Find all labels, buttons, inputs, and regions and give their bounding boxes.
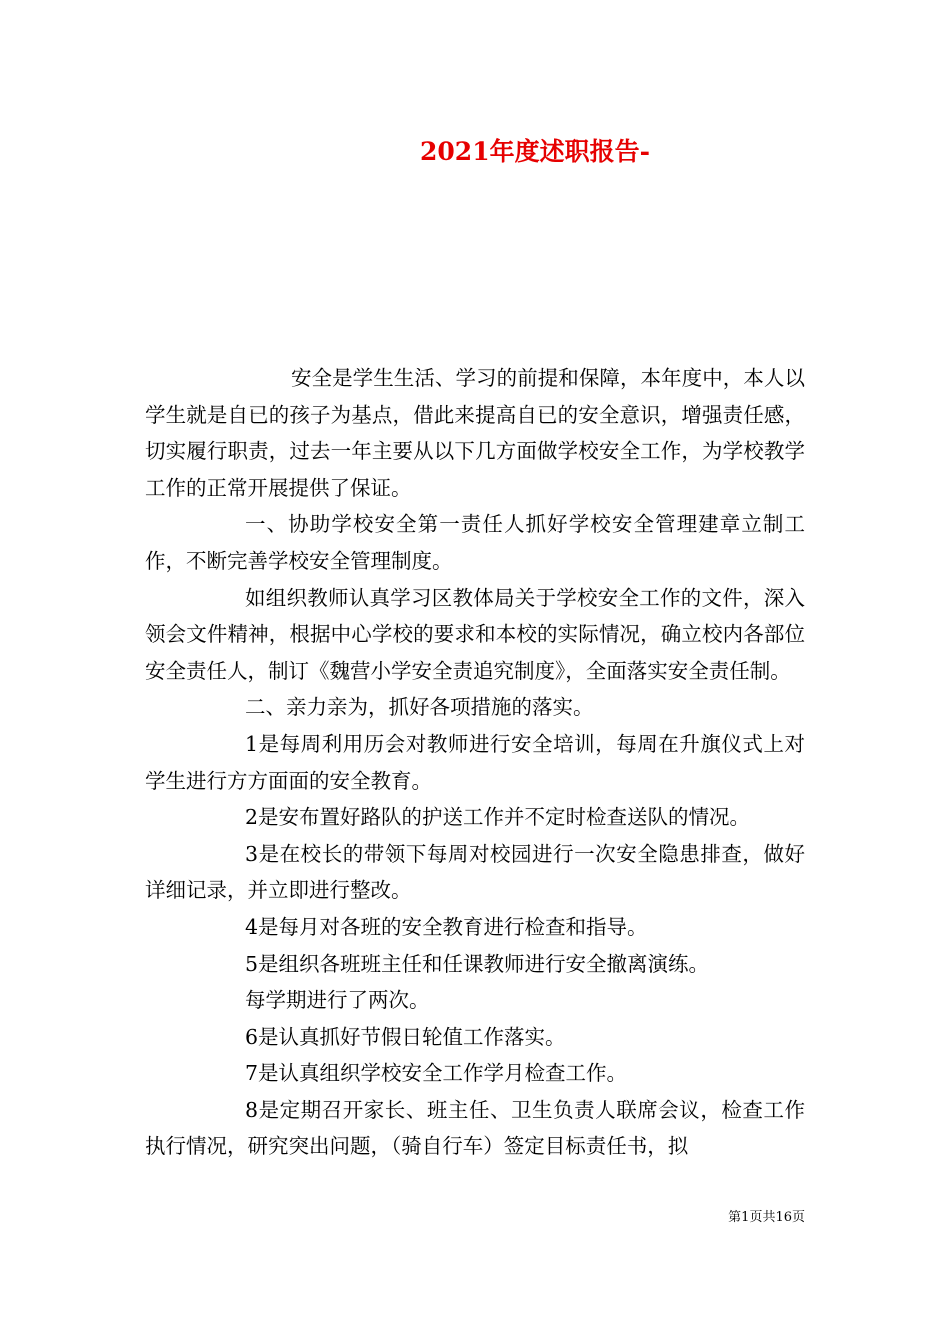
document-body (145, 360, 805, 1165)
document-title: 2021年度述职报告- (420, 137, 650, 166)
paragraph-item-5: 5是组织各班班主任和任课教师进行安全撤离演练。 (245, 951, 710, 976)
paragraph-intro: 安全是学生生活、学习的前提和保障，本年度中，本人以学生就是自已的孩子为基点，借此来提高自已的安全意识，增强责任感，切实履行职责，过去一年主要从以下几方面做学校安全工作，为学校教学工作的正常开展提供了保证。 (145, 366, 805, 500)
paragraph-item-2: 2是安布置好路队的护送工作并不定时检查送队的情况。 (245, 805, 751, 830)
paragraph-section-2-heading: 二、亲力亲为，抓好各项措施的落实。 (245, 695, 594, 720)
page-footer: 第1页共16页 (728, 1210, 805, 1225)
paragraph-item-1: 1是每周利用历会对教师进行安全培训，每周在升旗仪式上对学生进行方方面面的安全教育。 (145, 731, 805, 793)
paragraph-item-5-note: 每学期进行了两次。 (245, 988, 430, 1013)
paragraph-section-1-body: 如组织教师认真学习区教体局关于学校安全工作的文件，深入领会文件精神，根据中心学校的要求和本校的实际情况，确立校内各部位安全责任人，制订《魏营小学安全责追究制度》，全面落实安全责任制。 (145, 585, 805, 683)
paragraph-item-6: 6是认真抓好节假日轮值工作落实。 (245, 1024, 566, 1049)
paragraph-item-4: 4是每月对各班的安全教育进行检查和指导。 (245, 914, 648, 939)
paragraph-section-1-heading: 一、协助学校安全第一责任人抓好学校安全管理建章立制工作，不断完善学校安全管理制度。 (145, 512, 805, 573)
paragraph-item-8: 8是定期召开家长、班主任、卫生负责人联席会议，检查工作执行情况，研究突出问题，（骑自行车）签定目标责任书，拟 (145, 1097, 805, 1159)
paragraph-item-3: 3是在校长的带领下每周对校园进行一次安全隐患排查，做好详细记录，并立即进行整改。 (145, 841, 805, 903)
paragraph-item-7: 7是认真组织学校安全工作学月检查工作。 (245, 1061, 628, 1086)
